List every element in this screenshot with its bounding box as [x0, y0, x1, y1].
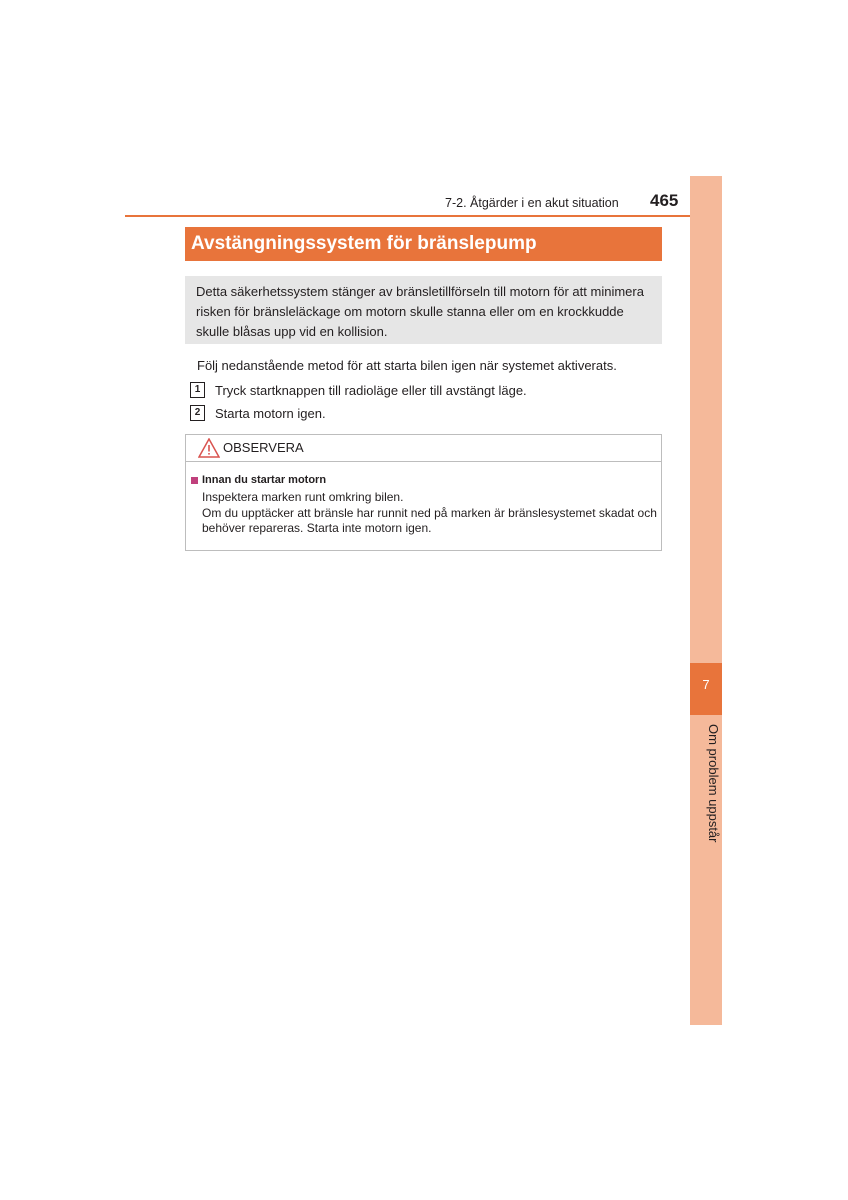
warning-text — [202, 490, 657, 537]
warning-triangle-icon — [198, 438, 220, 458]
warning-line-2: Om du upptäcker att bränsle har runnit ned på marken är bränslesystemet skadat och behöver repareras. Starta inte motorn igen. — [202, 505, 657, 535]
chapter-title: Om problem uppstår — [706, 724, 721, 843]
warning-subtitle-text: Innan du startar motorn — [202, 474, 327, 486]
warning-box — [185, 434, 662, 551]
step-1 — [190, 382, 527, 398]
step-number-1: 1 — [190, 382, 205, 398]
warning-title: OBSERVERA — [223, 440, 304, 455]
lead-text: Följ nedanstående metod för att starta bilen igen när systemet aktiverats. — [197, 358, 617, 373]
section-label: 7-2. Åtgärder i en akut situation — [445, 196, 619, 210]
intro-text: Detta säkerhetssystem stänger av bränsletillförseln till motorn för att minimera risken för bränsleläckage om motorn skulle stanna eller om en krockkudde skulle blåsas upp vid en kollision. — [196, 284, 644, 339]
section-title: Avstängningssystem för bränslepump — [185, 227, 662, 261]
header-rule — [125, 215, 722, 217]
step-text-2: Starta motorn igen. — [215, 405, 326, 421]
step-text-1: Tryck startknappen till radioläge eller till avstängt läge. — [215, 382, 527, 398]
warning-header — [186, 435, 661, 462]
step-2 — [190, 405, 326, 421]
intro-box — [185, 276, 662, 344]
square-bullet-icon — [191, 477, 198, 484]
warning-subtitle — [191, 474, 326, 486]
chapter-side-tab — [690, 176, 722, 1025]
step-number-2: 2 — [190, 405, 205, 421]
page-number: 465 — [650, 191, 679, 210]
warning-line-1: Inspektera marken runt omkring bilen. — [202, 490, 404, 504]
chapter-number: 7 — [690, 663, 722, 715]
